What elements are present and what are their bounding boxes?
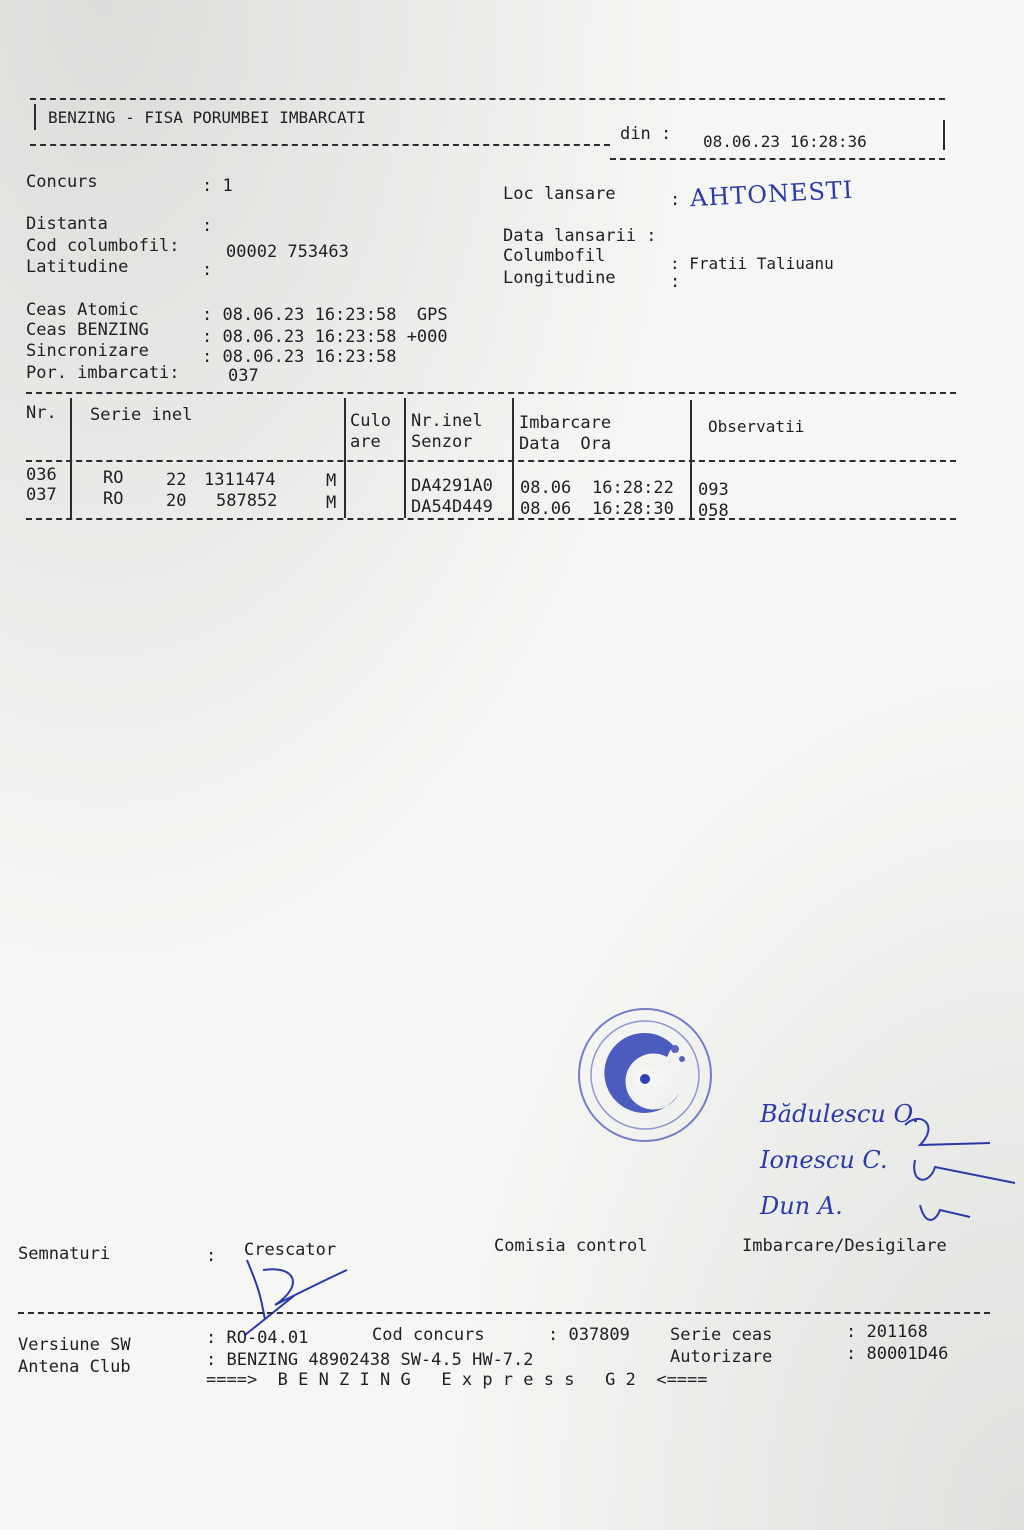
table-bottom-rule	[26, 518, 956, 520]
header-bottom-rule-2	[610, 158, 945, 160]
cod-columbofil-value: 00002 753463	[226, 242, 349, 262]
table-header-rule	[26, 460, 956, 462]
por-imbarcati-label: Por. imbarcati:	[26, 363, 180, 383]
row-1-senzor: DA4291A0	[411, 476, 493, 496]
antena-club-label: Antena Club	[18, 1357, 131, 1377]
commission-signature-2: Ionescu C.	[760, 1146, 888, 1174]
header-top-rule	[30, 98, 945, 100]
col-bar-2	[344, 398, 346, 518]
header-left-bar	[34, 104, 36, 130]
distanta-label: Distanta	[26, 214, 108, 234]
row-1-tara: RO	[103, 468, 124, 488]
distanta-value: :	[202, 216, 213, 236]
col-bar-1	[70, 398, 72, 518]
latitudine-label: Latitudine	[26, 257, 129, 277]
club-stamp-icon	[575, 1005, 715, 1145]
concurs-label: Concurs	[26, 172, 98, 192]
latitudine-value: :	[202, 260, 213, 280]
th-nr: Nr.	[26, 403, 57, 423]
versiune-sw-value: : RO-04.01	[206, 1328, 309, 1348]
imbarcare-desigilare-label: Imbarcare/Desigilare	[742, 1236, 947, 1256]
columbofil-value: : Fratii Taliuanu	[670, 254, 834, 273]
benzing-express-banner: ====> B E N Z I N G E x p r e s s G 2 <====	[206, 1370, 708, 1390]
row-1-an: 22	[166, 470, 187, 490]
header-bottom-rule	[30, 144, 610, 146]
table-top-rule	[26, 392, 956, 394]
th-serie-inel: Serie inel	[90, 405, 193, 425]
cod-concurs-value: : 037809	[548, 1325, 630, 1345]
th-nrinel-1: Nr.inel	[411, 411, 483, 431]
row-1-data: 08.06	[520, 478, 572, 498]
header-right-bar	[943, 120, 945, 150]
row-1-sex: M	[326, 471, 337, 491]
row-2-obs: 058	[698, 501, 729, 521]
commission-signature-1: Bădulescu O.	[760, 1100, 920, 1128]
th-culoare-2: are	[350, 432, 381, 452]
commission-signature-3: Dun A.	[760, 1192, 843, 1220]
antena-club-value: : BENZING 48902438 SW-4.5 HW-7.2	[206, 1350, 534, 1370]
versiune-sw-label: Versiune SW	[18, 1335, 131, 1355]
loc-lansare-colon: :	[670, 190, 681, 210]
sincronizare-value: : 08.06.23 16:23:58	[202, 347, 397, 367]
comisia-control-label: Comisia control	[494, 1236, 648, 1256]
row-2-tara: RO	[103, 489, 124, 509]
row-1-inel: 1311474	[204, 470, 276, 490]
loc-lansare-label: Loc lansare	[503, 184, 616, 204]
ceas-benzing-value: : 08.06.23 16:23:58 +000	[202, 327, 448, 347]
col-bar-5	[690, 400, 692, 518]
row-1-obs: 093	[698, 480, 729, 500]
semnaturi-label: Semnaturi	[18, 1244, 111, 1264]
row-2-sex: M	[326, 493, 337, 513]
header-din-label: din :	[620, 124, 672, 144]
row-1-ora: 16:28:22	[592, 478, 674, 498]
longitudine-value: :	[670, 272, 681, 292]
col-bar-4	[512, 398, 514, 518]
autorizare-value: : 80001D46	[846, 1344, 949, 1364]
ceas-atomic-value: : 08.06.23 16:23:58 GPS	[202, 305, 448, 325]
data-lansarii-label: Data lansarii :	[503, 226, 657, 246]
ceas-benzing-label: Ceas BENZING	[26, 320, 149, 340]
th-nrinel-2: Senzor	[411, 432, 473, 452]
row-2-data: 08.06	[520, 499, 572, 519]
autorizare-label: Autorizare	[670, 1347, 773, 1367]
serie-ceas-label: Serie ceas	[670, 1325, 773, 1345]
crescator-label: Crescator	[244, 1240, 337, 1260]
commission-scribbles-icon	[880, 1105, 1020, 1235]
crescator-signature-icon	[235, 1250, 355, 1340]
col-bar-3	[404, 398, 406, 518]
columbofil-label: Columbofil	[503, 246, 606, 266]
header-title: BENZING - FISA PORUMBEI IMBARCATI	[48, 108, 366, 127]
row-1-nr: 036	[26, 465, 57, 485]
row-2-nr: 037	[26, 485, 57, 505]
concurs-value: : 1	[202, 176, 233, 196]
th-imbarcare-2: Data Ora	[519, 434, 612, 454]
th-observatii: Observatii	[708, 417, 805, 436]
row-2-ora: 16:28:30	[592, 499, 674, 519]
header-din-value: 08.06.23 16:28:36	[703, 132, 867, 151]
por-imbarcati-value: 037	[228, 366, 259, 386]
row-2-senzor: DA54D449	[411, 497, 493, 517]
th-culoare-1: Culo	[350, 411, 391, 431]
serie-ceas-value: : 201168	[846, 1322, 928, 1342]
loc-lansare-handwritten: AHTONESTI	[689, 175, 855, 213]
th-imbarcare-1: Imbarcare	[519, 413, 612, 433]
sincronizare-label: Sincronizare	[26, 341, 149, 361]
row-2-inel: 587852	[216, 491, 278, 511]
cod-concurs-label: Cod concurs	[372, 1325, 485, 1345]
semnaturi-colon: :	[206, 1246, 217, 1266]
ceas-atomic-label: Ceas Atomic	[26, 300, 139, 320]
row-2-an: 20	[166, 491, 187, 511]
cod-columbofil-label: Cod columbofil:	[26, 236, 180, 256]
footer-rule	[18, 1312, 990, 1314]
longitudine-label: Longitudine	[503, 268, 616, 288]
